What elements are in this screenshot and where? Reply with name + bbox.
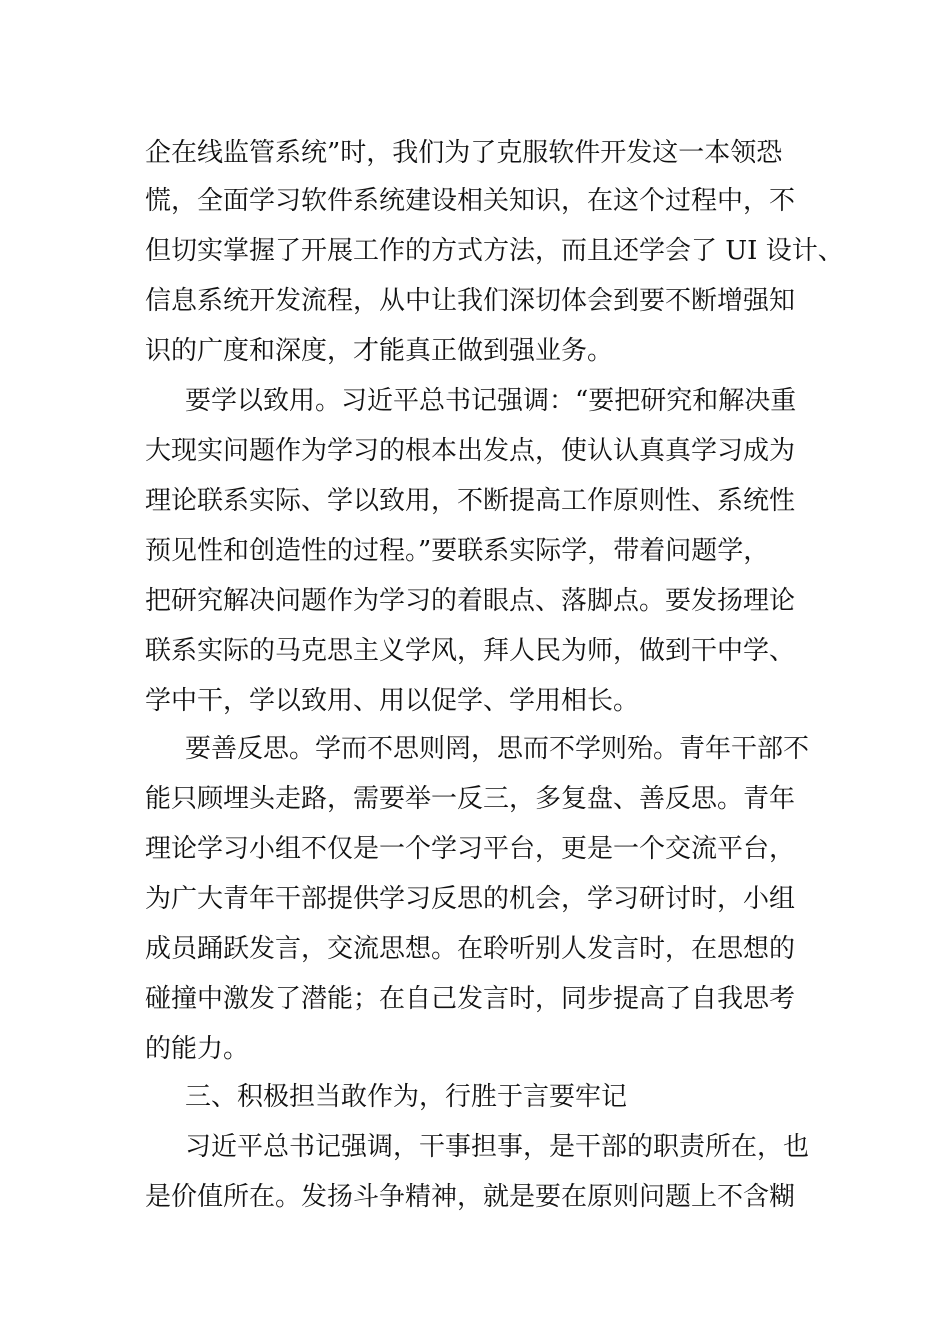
text-line: 企在线监管系统”时，我们为了克服软件开发这一本领恐: [145, 138, 783, 168]
text-line: 但切实掌握了开展工作的方式方法，而且还学会了 UI 设计、: [145, 236, 844, 266]
text-line: 联系实际的马克思主义学风，拜人民为师，做到干中学、: [145, 636, 796, 666]
text-line: 的能力。: [145, 1034, 250, 1064]
paragraph-first-line: 要善反思。学而不思则罔，思而不学则殆。青年干部不: [185, 734, 810, 764]
text-line: 成员踊跃发言，交流思想。在聆听别人发言时，在思想的: [145, 934, 796, 964]
text-line: 把研究解决问题作为学习的着眼点、落脚点。要发扬理论: [145, 586, 796, 616]
text-line: 信息系统开发流程，从中让我们深切体会到要不断增强知: [145, 286, 796, 316]
text-line: 碰撞中激发了潜能；在自己发言时，同步提高了自我思考: [145, 984, 796, 1014]
text-line: 是价值所在。发扬斗争精神，就是要在原则问题上不含糊: [145, 1182, 796, 1212]
text-line: 预见性和创造性的过程。”要联系实际学，带着问题学，: [145, 536, 770, 566]
text-line: 大现实问题作为学习的根本出发点，使认认真真学习成为: [145, 436, 796, 466]
text-line: 理论学习小组不仅是一个学习平台，更是一个交流平台，: [145, 834, 796, 864]
paragraph-first-line: 要学以致用。习近平总书记强调：“要把研究和解决重: [185, 386, 797, 416]
text-line: 能只顾埋头走路，需要举一反三，多复盘、善反思。青年: [145, 784, 796, 814]
paragraph-first-line: 习近平总书记强调，干事担事，是干部的职责所在，也: [185, 1132, 810, 1162]
text-line: 理论联系实际、学以致用，不断提高工作原则性、系统性: [145, 486, 796, 516]
text-line: 慌，全面学习软件系统建设相关知识，在这个过程中，不: [145, 186, 796, 216]
section-heading: 三、积极担当敢作为，行胜于言要牢记: [185, 1082, 628, 1112]
text-line: 学中干，学以致用、用以促学、学用相长。: [145, 686, 640, 716]
text-line: 为广大青年干部提供学习反思的机会，学习研讨时，小组: [145, 884, 796, 914]
text-line: 识的广度和深度，才能真正做到强业务。: [145, 336, 614, 366]
